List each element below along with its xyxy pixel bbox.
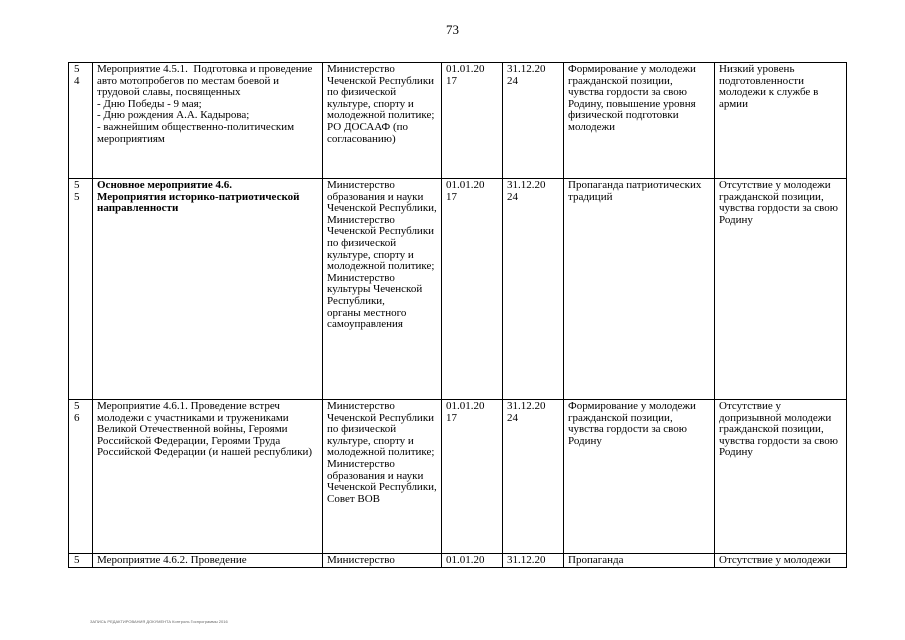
executor-cell: Министерство образования и науки Чеченской Республики, Министерство Чеченской Республики по физической культуре, спорту и молодежной политике; Министерство культуры Чеченской Республики, органы местного самоуправления	[323, 179, 442, 400]
result-cell: Пропаганда патриотических традиций	[564, 179, 715, 400]
measures-table	[68, 62, 847, 568]
footer-note: ЗАПИСЬ РЕДАКТИРОВАНИЯ ДОКУМЕНТА Контроль Госпрограммы 2016	[90, 619, 228, 624]
table-row	[69, 400, 847, 554]
row-number-cell: 5 5	[69, 179, 93, 400]
result-cell: Формирование у молодежи гражданской позиции, чувства гордости за свою Родину, повышение уровня физической подготовки молодежи	[564, 63, 715, 179]
end-date-cell: 31.12.20 24	[503, 400, 564, 554]
row-number-cell: 5	[69, 554, 93, 568]
end-date-cell: 31.12.20 24	[503, 179, 564, 400]
consequence-cell: Отсутствие у молодежи гражданской позиции, чувства гордости за свою Родину	[715, 179, 847, 400]
table-row	[69, 63, 847, 179]
executor-cell: Министерство Чеченской Республики по физической культуре, спорту и молодежной политике; Министерство образования и науки Чеченской Республики, Совет ВОВ	[323, 400, 442, 554]
row-number-cell: 5 6	[69, 400, 93, 554]
table-row	[69, 179, 847, 400]
end-date-cell: 31.12.20	[503, 554, 564, 568]
consequence-cell: Отсутствие у допризывной молодежи гражданской позиции, чувства гордости за свою Родину	[715, 400, 847, 554]
consequence-cell: Отсутствие у молодежи	[715, 554, 847, 568]
event-cell: Мероприятие 4.5.1. Подготовка и проведение авто мотопробегов по местам боевой и трудовой славы, посвященных - Дню Победы - 9 мая; - Дню рождения А.А. Кадырова; - важнейшим общественно-политическим мероприятиям	[93, 63, 323, 179]
result-cell: Формирование у молодежи гражданской позиции, чувства гордости за свою Родину	[564, 400, 715, 554]
event-cell: Мероприятие 4.6.2. Проведение	[93, 554, 323, 568]
executor-cell: Министерство Чеченской Республики по физической культуре, спорту и молодежной политике; РО ДОСААФ (по согласованию)	[323, 63, 442, 179]
result-cell: Пропаганда	[564, 554, 715, 568]
start-date-cell: 01.01.20	[442, 554, 503, 568]
end-date-cell: 31.12.20 24	[503, 63, 564, 179]
start-date-cell: 01.01.20 17	[442, 63, 503, 179]
start-date-cell: 01.01.20 17	[442, 400, 503, 554]
executor-cell: Министерство	[323, 554, 442, 568]
row-number-cell: 5 4	[69, 63, 93, 179]
consequence-cell: Низкий уровень подготовленности молодежи к службе в армии	[715, 63, 847, 179]
table-row	[69, 554, 847, 568]
page-number: 73	[446, 22, 459, 37]
event-cell: Основное мероприятие 4.6. Мероприятия историко-патриотической направленности	[93, 179, 323, 400]
start-date-cell: 01.01.20 17	[442, 179, 503, 400]
event-cell: Мероприятие 4.6.1. Проведение встреч молодежи с участниками и тружениками Великой Отечественной войны, Героями Российской Федерации, Героями Труда Российской Федерации (и нашей республики)	[93, 400, 323, 554]
